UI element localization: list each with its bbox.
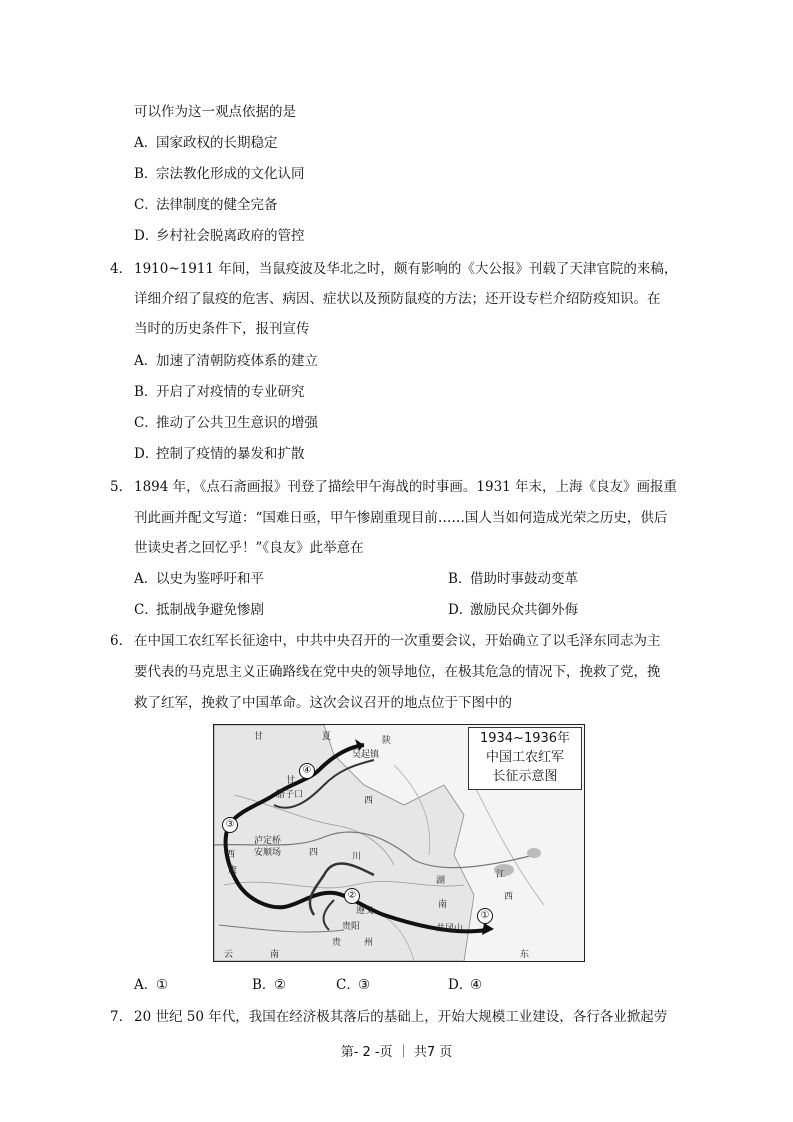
map-label-ludingqiao: 泸定桥	[254, 836, 282, 846]
q4-option-c: C．推动了公共卫生意识的增强	[134, 415, 318, 431]
q6-option-a: A．①	[134, 977, 169, 993]
map-label-si: 四	[309, 848, 319, 858]
map-title-line-2: 中国工农红军	[485, 750, 564, 765]
q4-stem-line-3: 当时的历史条件下，报刊宣传	[134, 321, 310, 337]
q3-option-c: C．法律制度的健全完备	[134, 197, 278, 213]
map-label-nan: 南	[438, 900, 448, 910]
q3-option-d: D．乡村社会脱离政府的管控	[134, 228, 305, 244]
q5-option-c: C．抵制战争避免惨剧	[134, 602, 264, 618]
q3-option-b: B．宗法教化形成的文化认同	[134, 166, 305, 182]
q4-stem-line-1: 4． 1910~1911 年间，当鼠疫波及华北之时，颇有影响的《大公报》刊载了天津官院的来稿，	[110, 261, 678, 277]
map-label-shan: 陕	[382, 736, 392, 746]
map-marker-1: ①	[477, 908, 493, 924]
map-label-gui: 贵	[332, 938, 342, 948]
q7-stem-line-1: 7． 20 世纪 50 年代，我国在经济极其落后的基础上，开始大规模工业建设，各行各业掀起劳	[110, 1009, 668, 1025]
map-label-jinggangshan: 井冈山	[436, 924, 464, 934]
map-label-yun: 云	[224, 950, 234, 960]
map-label-xi-2: 西	[226, 850, 236, 860]
q6-stem-line-2: 要代表的马克思主义正确路线在党中央的领导地位，在极其危急的情况下，挽救了党，挽	[134, 664, 661, 680]
q3-option-a: A．国家政权的长期稳定	[134, 135, 278, 151]
map-label-lazikou: 腊子口	[276, 790, 304, 800]
map-label-gan-2: 甘	[286, 776, 296, 786]
q4-option-b: B．开启了对疫情的专业研究	[134, 384, 305, 400]
q5-option-b: B．借助时事鼓动变革	[448, 571, 578, 587]
map-marker-4: ④	[299, 763, 315, 779]
map-label-wuqizhen: 吴起镇	[352, 750, 380, 760]
q6-stem-line-1: 6． 在中国工农红军长征途中，中共中央召开的一次重要会议，开始确立了以毛泽东同志为主	[110, 633, 661, 649]
q4-option-a: A．加速了清朝防疫体系的建立	[134, 353, 318, 369]
q4-stem-line-2: 详细介绍了鼠疫的危害、病因、症状以及预防鼠疫的方法；还开设专栏介绍防疫知识。在	[134, 291, 661, 307]
q6-option-c: C．③	[336, 977, 371, 993]
q5-option-d: D．激励民众共御外侮	[448, 602, 578, 618]
map-label-xia: 夏	[322, 732, 332, 742]
q6-option-b: B．②	[252, 977, 287, 993]
map-label-dong: 东	[520, 950, 530, 960]
q5-stem-line-1: 5． 1894 年，《点石斋画报》刊登了描绘甲午海战的时事画。1931 年末，上海《良友》画报重	[110, 479, 678, 495]
page-footer: 第- 2 -页 ｜ 共7 页	[340, 1045, 453, 1060]
q6-option-d: D．④	[448, 977, 483, 993]
q3-stem-end: 可以作为这一观点依据的是	[134, 104, 296, 120]
map-marker-3: ③	[222, 817, 238, 833]
map-label-jiang: 江	[496, 870, 506, 880]
map-label-xi-1: 西	[364, 796, 374, 806]
q5-stem-line-3: 世读史者之回忆乎！”《良友》此举意在	[134, 540, 364, 556]
map-label-chuan: 川	[352, 852, 362, 862]
q6-stem-line-3: 救了红军，挽救了中国革命。这次会议召开的地点位于下图中的	[134, 695, 512, 711]
long-march-map	[213, 724, 585, 962]
map-label-hu: 湖	[436, 876, 446, 886]
q5-option-a: A．以史为鉴呼吁和平	[134, 571, 264, 587]
map-label-zunyi: 遵义	[356, 906, 375, 916]
map-label-kang: 康	[228, 866, 238, 876]
map-label-nan-2: 南	[270, 950, 280, 960]
map-label-guiyang: 贵阳	[342, 922, 361, 932]
q5-stem-line-2: 刊此画并配文写道：“国难日亟，甲午惨剧重现目前……国人当如何造成光荣之历史，供后	[134, 510, 668, 526]
map-title-line-3: 长征示意图	[492, 769, 558, 784]
map-title	[468, 727, 582, 790]
q4-option-d: D．控制了疫情的暴发和扩散	[134, 446, 305, 462]
map-marker-2: ②	[344, 888, 360, 904]
map-label-gan: 甘	[254, 732, 264, 742]
map-label-anshunchang: 安顺场	[254, 848, 282, 858]
map-label-zhou: 州	[364, 938, 374, 948]
map-label-xi-3: 西	[504, 892, 514, 902]
map-title-line-1: 1934~1936年	[479, 731, 571, 746]
